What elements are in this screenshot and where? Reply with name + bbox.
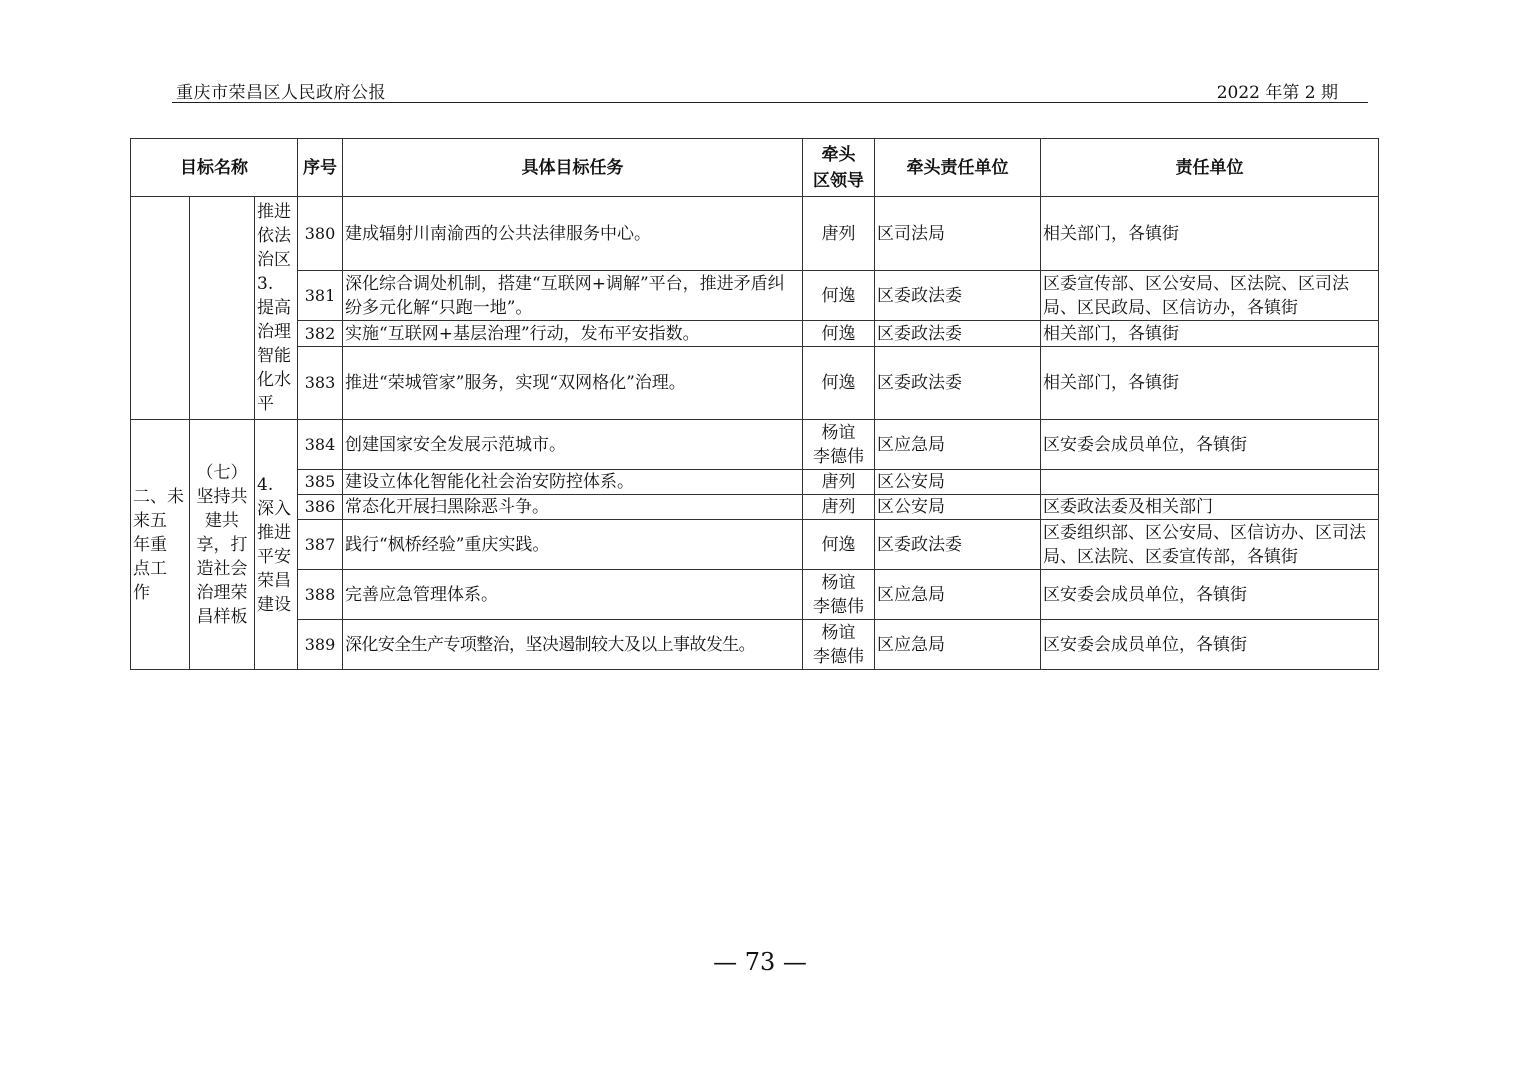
row-resp-unit: 区安委会成员单位，各镇街 <box>1041 420 1379 470</box>
group-level1: 二、未 来五 年重 点工 作 <box>131 420 190 670</box>
col-resp-unit: 责任单位 <box>1041 139 1379 197</box>
table-row <box>131 197 1379 271</box>
row-task: 实施“互联网+基层治理”行动，发布平安指数。 <box>343 321 803 347</box>
row-seq: 386 <box>298 495 343 520</box>
row-seq: 384 <box>298 420 343 470</box>
group-sub4: 4. 深入 推进 平安 荣昌 建设 <box>255 420 298 670</box>
group-level2: （七） 坚持共 建共 享，打 造社会 治理荣 昌样板 <box>190 420 255 670</box>
table-row <box>131 520 1379 570</box>
col-goal-name: 目标名称 <box>131 139 298 197</box>
row-resp-unit: 区委组织部、区公安局、区信访办、区司法局、区法院、区委宣传部，各镇街 <box>1041 520 1379 570</box>
row-task: 建设立体化智能化社会治安防控体系。 <box>343 470 803 495</box>
row-lead-unit: 区委政法委 <box>875 271 1041 321</box>
row-resp-unit <box>1041 470 1379 495</box>
table-row <box>131 420 1379 470</box>
col-seq: 序号 <box>298 139 343 197</box>
table-row <box>131 321 1379 347</box>
row-task: 创建国家安全发展示范城市。 <box>343 420 803 470</box>
group-level1-empty <box>131 197 190 420</box>
row-task: 完善应急管理体系。 <box>343 570 803 620</box>
row-resp-unit: 区安委会成员单位，各镇街 <box>1041 570 1379 620</box>
header-divider <box>172 102 1368 103</box>
issue-label: 2022 年第 2 期 <box>1216 83 1338 103</box>
page-number: — 73 — <box>713 948 807 976</box>
row-lead-unit: 区应急局 <box>875 620 1041 670</box>
row-leader: 何逸 <box>803 321 875 347</box>
row-leader: 杨谊 李德伟 <box>803 620 875 670</box>
row-resp-unit: 区委政法委及相关部门 <box>1041 495 1379 520</box>
row-leader: 唐列 <box>803 197 875 271</box>
row-seq: 387 <box>298 520 343 570</box>
row-lead-unit: 区公安局 <box>875 470 1041 495</box>
row-task: 深化安全生产专项整治，坚决遏制较大及以上事故发生。 <box>343 620 803 670</box>
row-task: 推进“荣城管家”服务，实现“双网格化”治理。 <box>343 347 803 420</box>
row-resp-unit: 区安委会成员单位，各镇街 <box>1041 620 1379 670</box>
row-lead-unit: 区委政法委 <box>875 321 1041 347</box>
task-table <box>130 138 1379 670</box>
table-row <box>131 620 1379 670</box>
row-seq: 382 <box>298 321 343 347</box>
row-resp-unit: 相关部门，各镇街 <box>1041 347 1379 420</box>
row-lead-unit: 区应急局 <box>875 420 1041 470</box>
table-row <box>131 570 1379 620</box>
bulletin-title: 重庆市荣昌区人民政府公报 <box>176 83 386 103</box>
row-leader: 杨谊 李德伟 <box>803 420 875 470</box>
row-lead-unit: 区委政法委 <box>875 347 1041 420</box>
row-leader: 何逸 <box>803 347 875 420</box>
row-lead-unit: 区司法局 <box>875 197 1041 271</box>
group-level2-empty <box>190 197 255 420</box>
col-lead-unit: 牵头责任单位 <box>875 139 1041 197</box>
table-row <box>131 271 1379 321</box>
col-leader: 牵头 区领导 <box>803 139 875 197</box>
table-header-row <box>131 139 1379 197</box>
row-resp-unit: 相关部门，各镇街 <box>1041 321 1379 347</box>
row-task: 建成辐射川南渝西的公共法律服务中心。 <box>343 197 803 271</box>
col-task: 具体目标任务 <box>343 139 803 197</box>
row-seq: 381 <box>298 271 343 321</box>
row-task: 践行“枫桥经验”重庆实践。 <box>343 520 803 570</box>
row-lead-unit: 区应急局 <box>875 570 1041 620</box>
row-seq: 380 <box>298 197 343 271</box>
table-row <box>131 495 1379 520</box>
row-resp-unit: 区委宣传部、区公安局、区法院、区司法局、区民政局、区信访办，各镇街 <box>1041 271 1379 321</box>
row-seq: 383 <box>298 347 343 420</box>
row-lead-unit: 区委政法委 <box>875 520 1041 570</box>
row-seq: 388 <box>298 570 343 620</box>
row-task: 深化综合调处机制，搭建“互联网+调解”平台，推进矛盾纠纷多元化解“只跑一地”。 <box>343 271 803 321</box>
table-row <box>131 470 1379 495</box>
row-seq: 389 <box>298 620 343 670</box>
row-leader: 何逸 <box>803 520 875 570</box>
row-lead-unit: 区公安局 <box>875 495 1041 520</box>
row-leader: 杨谊 李德伟 <box>803 570 875 620</box>
row-task: 常态化开展扫黑除恶斗争。 <box>343 495 803 520</box>
row-leader: 唐列 <box>803 495 875 520</box>
row-leader: 何逸 <box>803 271 875 321</box>
table-row <box>131 347 1379 420</box>
row-leader: 唐列 <box>803 470 875 495</box>
row-seq: 385 <box>298 470 343 495</box>
group-sub3: 推进 依法 治区 3. 提高 治理 智能 化水 平 <box>255 197 298 420</box>
row-resp-unit: 相关部门，各镇街 <box>1041 197 1379 271</box>
